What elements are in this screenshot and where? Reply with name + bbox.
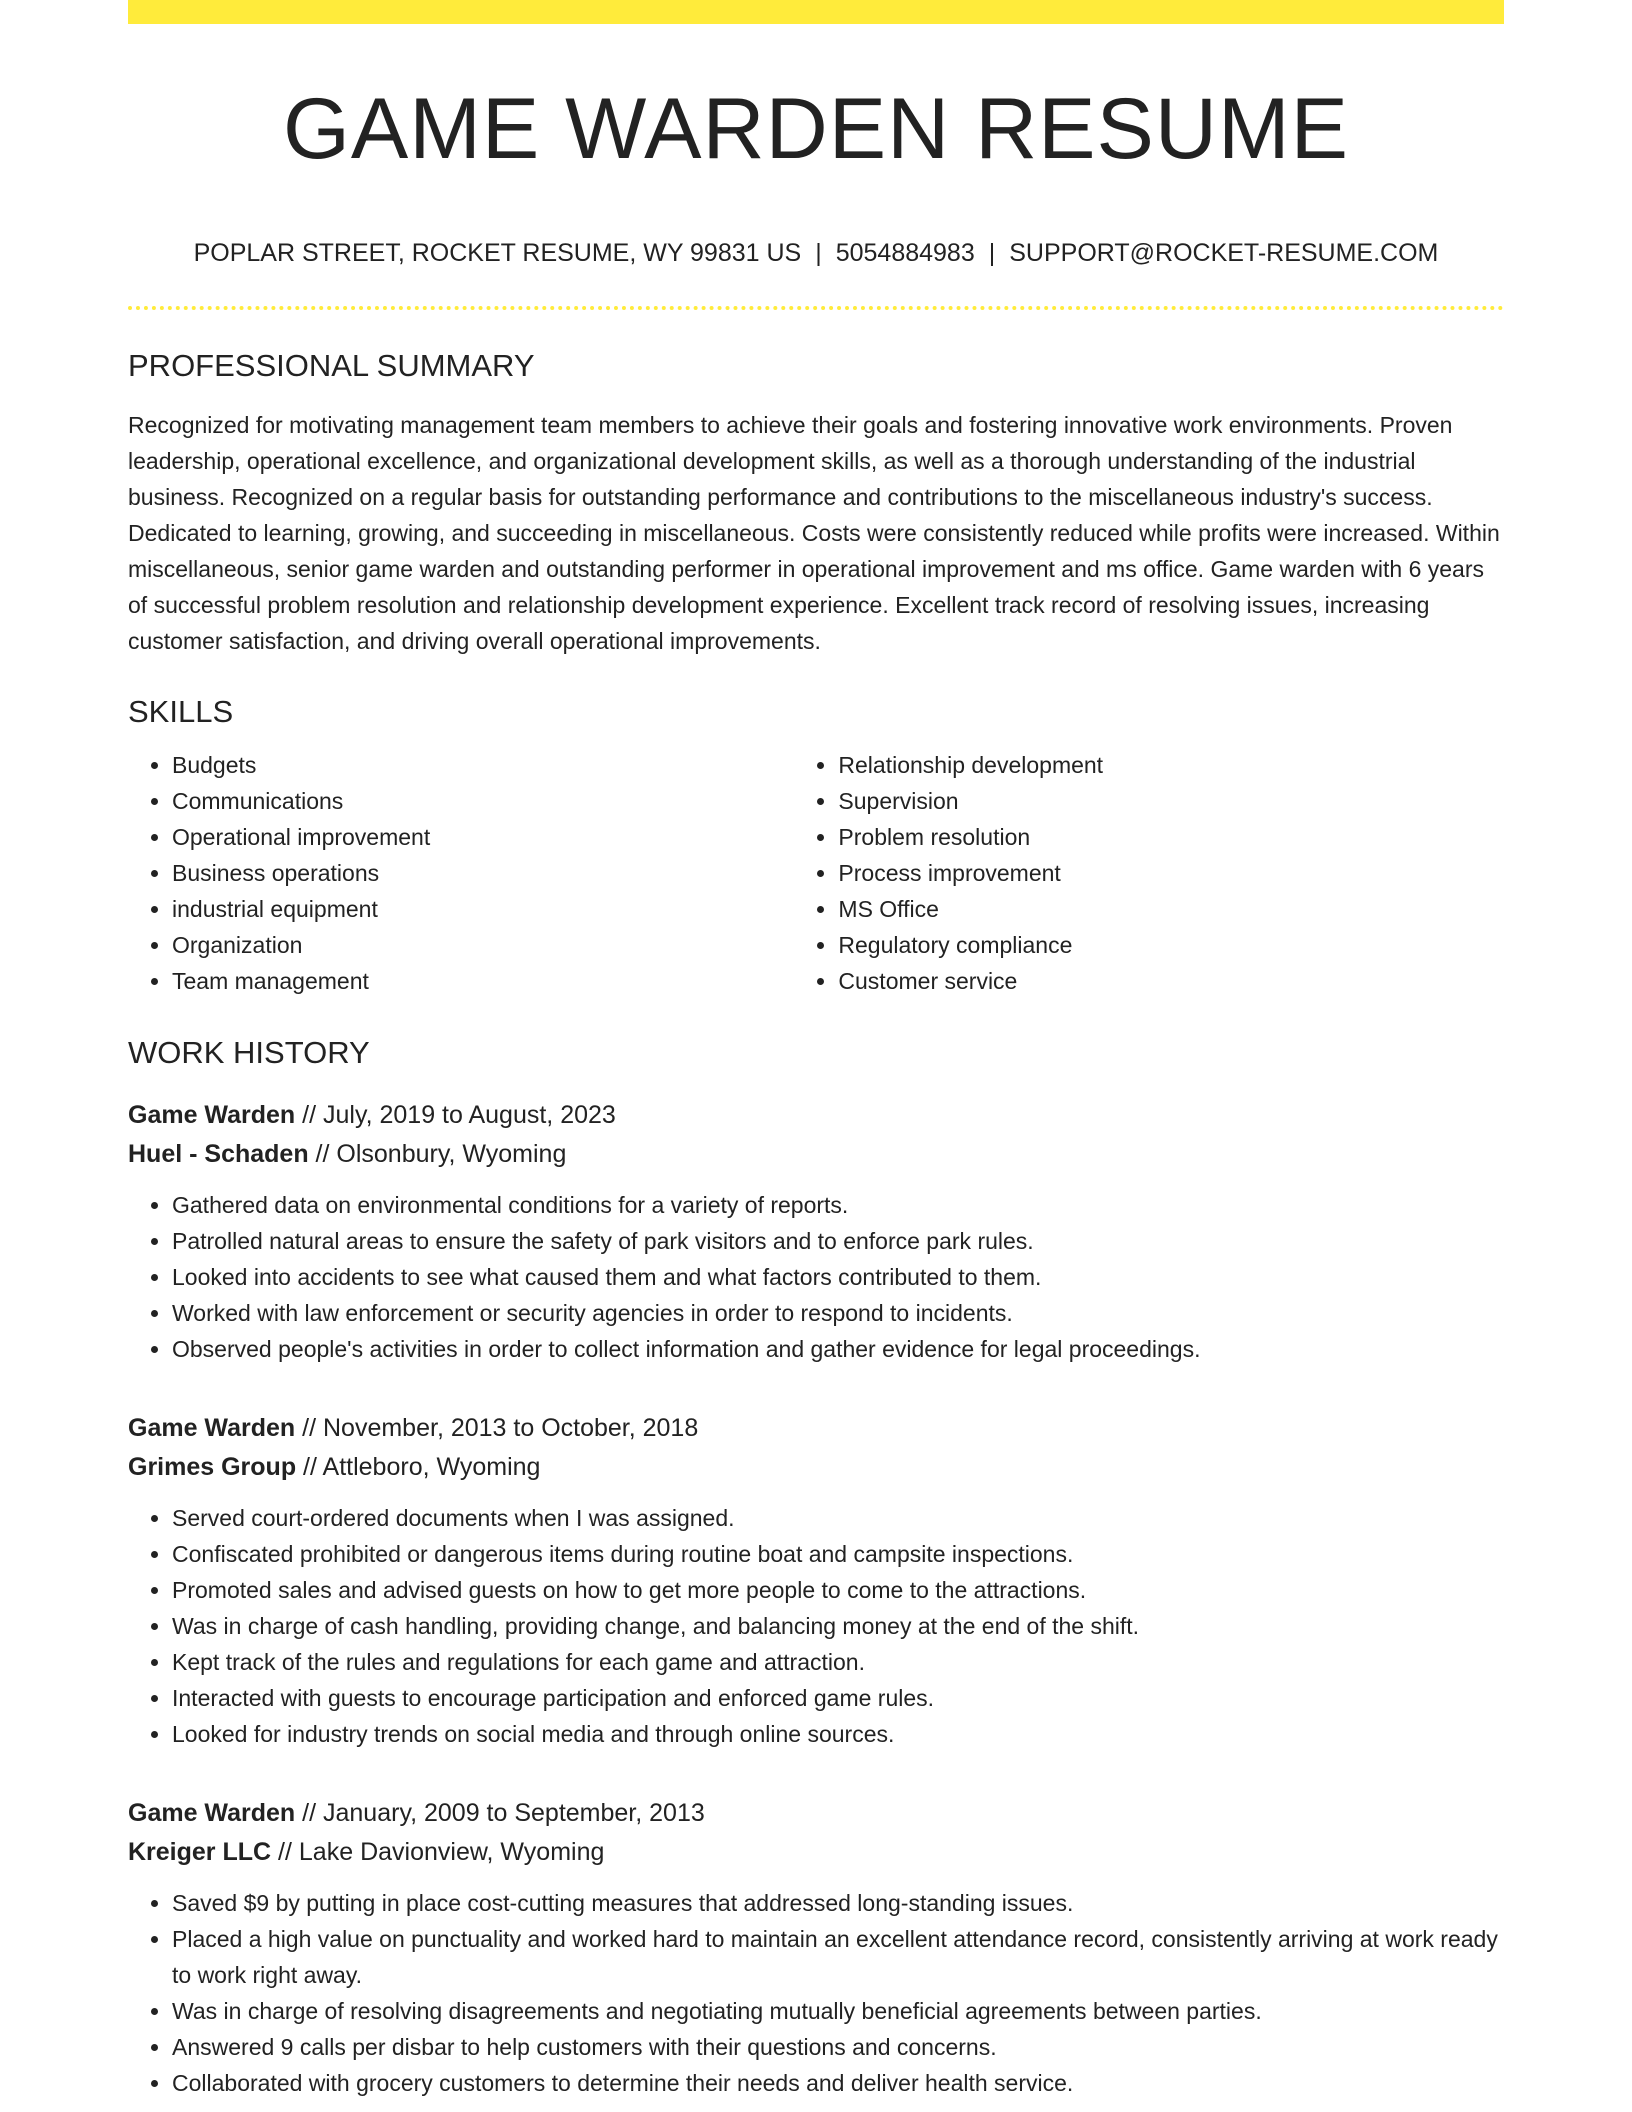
job-company: Huel - Schaden (128, 1140, 309, 1168)
job-separator: // (278, 1838, 292, 1866)
resume-page (128, 0, 1504, 2101)
contact-phone: 5054884983 (835, 239, 975, 267)
skills-column-left (128, 747, 794, 999)
skill-item: • Regulatory compliance (838, 927, 1504, 963)
job-dates: July, 2019 to August, 2023 (323, 1101, 616, 1129)
job-separator: // (303, 1453, 317, 1481)
job-role-line (128, 1096, 1504, 1135)
contact-separator: | (988, 239, 996, 267)
skill-item: • Process improvement (838, 855, 1504, 891)
contact-line (128, 238, 1504, 268)
job-dates: November, 2013 to October, 2018 (323, 1414, 699, 1442)
job-separator: // (302, 1414, 317, 1442)
job-location: Olsonbury, Wyoming (336, 1140, 567, 1168)
skill-item: • Relationship development (838, 747, 1504, 783)
job-bullet: • Observed people's activities in order to collect information and gather evidence for legal proceedings. (172, 1331, 1504, 1367)
job-location: Attleboro, Wyoming (322, 1453, 541, 1481)
job-bullet: • Was in charge of cash handling, providing change, and balancing money at the end of the shift. (172, 1608, 1504, 1644)
job-bullet: • Collaborated with grocery customers to determine their needs and deliver health service. (172, 2065, 1504, 2101)
skill-item: • Business operations (172, 855, 794, 891)
job-separator: // (302, 1101, 317, 1129)
job-company: Kreiger LLC (128, 1838, 272, 1866)
job-role: Game Warden (128, 1101, 296, 1129)
contact-address: POPLAR STREET, ROCKET RESUME, WY 99831 US (193, 239, 802, 267)
dotted-divider (128, 306, 1504, 310)
job-company-line (128, 1448, 1504, 1487)
work-history-list (128, 1096, 1504, 2101)
job-bullets (128, 1187, 1504, 1367)
job-bullet: • Saved $9 by putting in place cost-cutting measures that addressed long-standing issues. (172, 1885, 1504, 1921)
job-bullets (128, 1500, 1504, 1752)
skill-item: • Organization (172, 927, 794, 963)
job-bullet: • Promoted sales and advised guests on how to get more people to come to the attractions. (172, 1572, 1504, 1608)
skill-item: • Problem resolution (838, 819, 1504, 855)
job-dates: January, 2009 to September, 2013 (323, 1799, 705, 1827)
skills-list (128, 747, 1504, 999)
job-bullet: • Looked into accidents to see what caused them and what factors contributed to them. (172, 1259, 1504, 1295)
skill-item: • industrial equipment (172, 891, 794, 927)
job-bullet: • Worked with law enforcement or security agencies in order to respond to incidents. (172, 1295, 1504, 1331)
skills-heading: SKILLS (128, 694, 234, 729)
job-location: Lake Davionview, Wyoming (298, 1838, 605, 1866)
contact-separator: | (815, 239, 822, 267)
job-bullet: • Looked for industry trends on social media and through online sources. (172, 1716, 1504, 1752)
resume-title: GAME WARDEN RESUME (283, 81, 1349, 177)
job-bullet: • Interacted with guests to encourage participation and enforced game rules. (172, 1680, 1504, 1716)
contact-email: SUPPORT@ROCKET-RESUME.COM (1009, 239, 1439, 267)
job-entry (128, 1409, 1504, 1752)
job-company-line (128, 1135, 1504, 1174)
skill-item: • Customer service (838, 963, 1504, 999)
job-company: Grimes Group (128, 1453, 297, 1481)
job-bullet: • Was in charge of resolving disagreements and negotiating mutually beneficial agreements between parties. (172, 1993, 1504, 2029)
summary-heading: PROFESSIONAL SUMMARY (128, 348, 535, 383)
job-company-line (128, 1833, 1504, 1872)
job-bullets (128, 1885, 1504, 2101)
skill-item: • Supervision (838, 783, 1504, 819)
skill-item: • Budgets (172, 747, 794, 783)
job-separator: // (315, 1140, 330, 1168)
job-role: Game Warden (128, 1414, 296, 1442)
job-role-line (128, 1409, 1504, 1448)
job-entry (128, 1096, 1504, 1367)
job-bullet: • Placed a high value on punctuality and worked hard to maintain an excellent attendance record, consistently arriving at work ready to work right away. (172, 1921, 1504, 1993)
skill-item: • Team management (172, 963, 794, 999)
skill-item: • Communications (172, 783, 794, 819)
job-separator: // (302, 1799, 317, 1827)
job-entry (128, 1794, 1504, 2101)
summary-text: Recognized for motivating management team members to achieve their goals and fostering innovative work environments. Proven leadership, operational excellence, and organizational development skills, as well as a thorough understanding of the industrial business. Recognized on a regular basis for outstanding performance and contributions to the miscellaneous industry's success. Dedicated to learning, growing, and succeeding in miscellaneous. Costs were consistently reduced while profits were increased. Within miscellaneous, senior game warden and outstanding performer in operational improvement and ms office. Game warden with 6 years of successful problem resolution and relationship development experience. Excellent track record of resolving issues, increasing customer satisfaction, and driving overall operational improvements. (128, 412, 1500, 654)
accent-bar (128, 0, 1504, 24)
skill-item: • MS Office (838, 891, 1504, 927)
job-bullet: • Patrolled natural areas to ensure the safety of park visitors and to enforce park rules. (172, 1223, 1504, 1259)
job-bullet: • Kept track of the rules and regulations for each game and attraction. (172, 1644, 1504, 1680)
job-bullet: • Gathered data on environmental conditions for a variety of reports. (172, 1187, 1504, 1223)
job-bullet: • Answered 9 calls per disbar to help customers with their questions and concerns. (172, 2029, 1504, 2065)
job-bullet: • Confiscated prohibited or dangerous items during routine boat and campsite inspections. (172, 1536, 1504, 1572)
job-role-line (128, 1794, 1504, 1833)
work-history-heading: WORK HISTORY (128, 1035, 370, 1070)
skill-item: • Operational improvement (172, 819, 794, 855)
job-bullet: • Served court-ordered documents when I was assigned. (172, 1500, 1504, 1536)
job-role: Game Warden (128, 1799, 296, 1827)
skills-column-right (794, 747, 1504, 999)
